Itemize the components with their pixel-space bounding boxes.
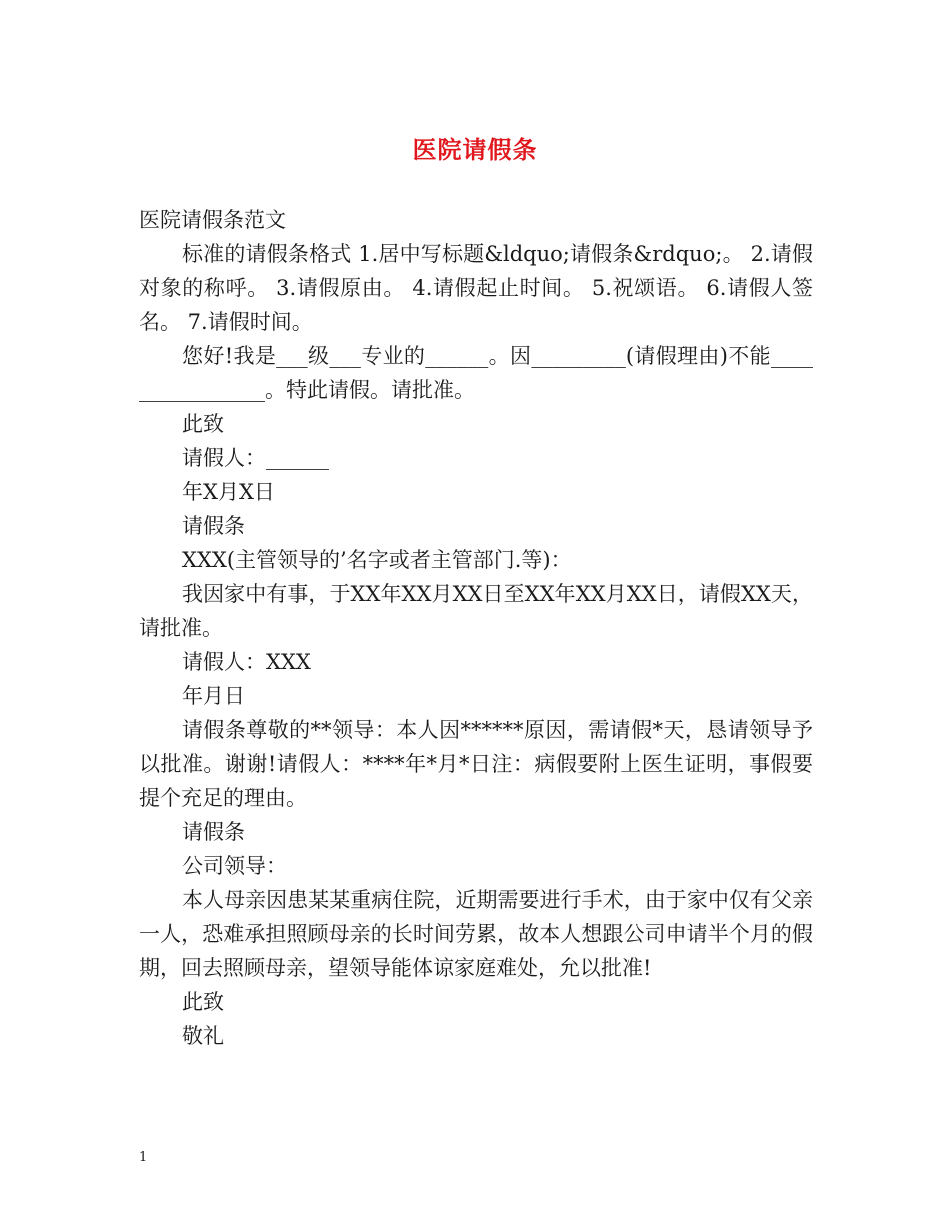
- page-number: 1: [139, 1150, 148, 1165]
- body-paragraph: 公司领导：: [182, 854, 287, 878]
- body-paragraph: XXX(主管领导的’名字或者主管部门.等)：: [182, 548, 572, 572]
- body-paragraph: 年月日: [182, 684, 245, 708]
- body-paragraph: 请假条尊敬的**领导：本人因******原因，需请假*天，恳请领导予以批准。谢谢!请假人：****年*月*日注：病假要附上医生证明，事假要提个充足的理由。: [139, 718, 813, 810]
- body-paragraph: 请假条: [182, 514, 245, 538]
- body-paragraph: 年X月X日: [182, 480, 275, 504]
- body-paragraph: 敬礼: [182, 1024, 224, 1048]
- body-paragraph: 请假人：______: [182, 446, 329, 470]
- body-paragraph: 请假条: [182, 820, 245, 844]
- body-paragraph: 标准的请假条格式 1.居中写标题&ldquo;请假条&rdquo;。 2.请假对象的称呼。 3.请假原由。 4.请假起止时间。 5.祝颂语。 6.请假人签名。 7.请假时间。: [139, 242, 813, 334]
- body-paragraph: 医院请假条范文: [139, 208, 286, 232]
- body-paragraph: 请假人：XXX: [182, 650, 311, 674]
- document-title: 医院请假条: [412, 135, 538, 164]
- body-paragraph: 此致: [182, 990, 224, 1014]
- body-paragraph: 此致: [182, 412, 224, 436]
- document-body: [139, 203, 813, 1053]
- body-paragraph: 您好!我是___级___专业的______。因_________(请假理由)不能________________。特此请假。请批准。: [139, 344, 813, 402]
- body-paragraph: 我因家中有事，于XX年XX月XX日至XX年XX月XX日，请假XX天，请批准。: [139, 582, 813, 640]
- body-paragraph: 本人母亲因患某某重病住院，近期需要进行手术，由于家中仅有父亲一人，恐难承担照顾母亲的长时间劳累，故本人想跟公司申请半个月的假期，回去照顾母亲，望领导能体谅家庭难处，允以批准!: [139, 888, 813, 980]
